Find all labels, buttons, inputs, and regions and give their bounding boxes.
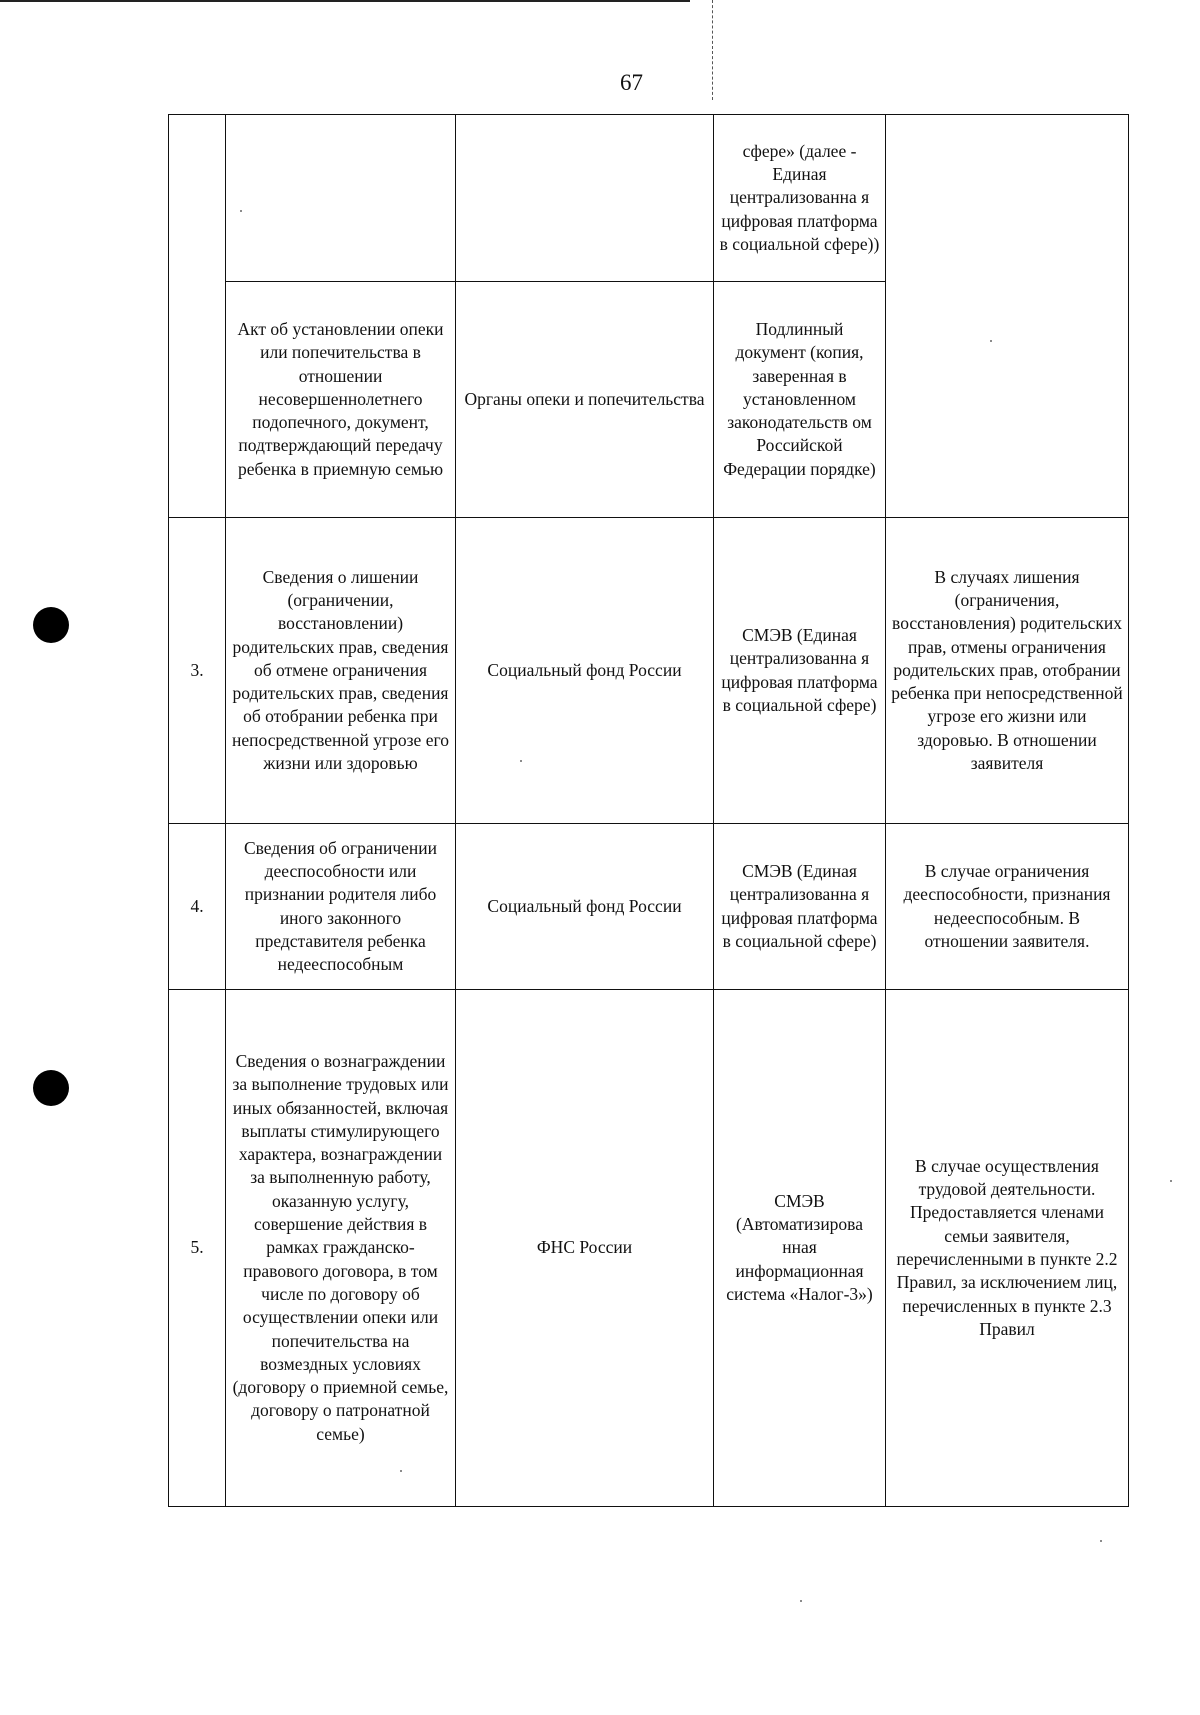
table-row <box>169 518 1129 824</box>
scan-fold-line <box>712 0 714 100</box>
source-cell: Социальный фонд России <box>456 518 714 824</box>
scan-speck <box>400 1470 402 1472</box>
table-row <box>169 115 1129 282</box>
row-number-cell: 4. <box>169 824 226 990</box>
method-cell: СМЭВ (Единая централизованна я цифровая платформа в социальной сфере) <box>714 518 886 824</box>
document-cell: Сведения о лишении (ограничении, восстановлении) родительских прав, сведения об отмене ограничения родительских прав, сведения об отобрании ребенка при непосредственной угрозе его жизни или здоровью <box>226 518 456 824</box>
method-cell: СМЭВ (Автоматизирова нная информационная система «Налог-3») <box>714 990 886 1507</box>
punch-hole-bottom <box>33 1070 69 1106</box>
scan-speck <box>800 1600 802 1602</box>
source-cell <box>456 115 714 282</box>
source-cell: ФНС России <box>456 990 714 1507</box>
scan-speck <box>990 340 992 342</box>
scan-speck <box>520 760 522 762</box>
page-number: 67 <box>620 70 643 95</box>
row-number-cell: 3. <box>169 518 226 824</box>
source-cell: Органы опеки и попечительства <box>456 282 714 518</box>
scan-speck <box>1100 1540 1102 1542</box>
notes-cell: В случае осуществления трудовой деятельности. Предоставляется членами семьи заявителя, перечисленными в пункте 2.2 Правил, за исключением лиц, перечисленных в пункте 2.3 Правил <box>886 990 1129 1507</box>
row-number-cell: 5. <box>169 990 226 1507</box>
document-cell: Сведения о вознаграждении за выполнение трудовых или иных обязанностей, включая выплаты стимулирующего характера, вознаграждении за выполненную работу, оказанную услугу, совершение действия в рамках гражданско-правового договора, в том числе по договору об осуществлении опеки или попечительства на возмездных условиях (договору о приемной семье, договору о патронатной семье) <box>226 990 456 1507</box>
notes-cell: В случае ограничения дееспособности, признания недееспособным. В отношении заявителя. <box>886 824 1129 990</box>
notes-cell <box>886 115 1129 518</box>
notes-cell: В случаях лишения (ограничения, восстановления) родительских прав, отмены ограничения родительских прав, отобрании ребенка при непосредственной угрозе его жизни или здоровью. В отношении заявителя <box>886 518 1129 824</box>
method-cell: СМЭВ (Единая централизованна я цифровая платформа в социальной сфере) <box>714 824 886 990</box>
row-number-cell <box>169 115 226 518</box>
document-cell <box>226 115 456 282</box>
method-cell: Подлинный документ (копия, заверенная в установленном законодательств ом Российской Федерации порядке) <box>714 282 886 518</box>
punch-hole-top <box>33 607 69 643</box>
table-row <box>169 824 1129 990</box>
documents-table <box>168 114 1129 1507</box>
source-cell: Социальный фонд России <box>456 824 714 990</box>
method-cell: сфере» (далее - Единая централизованна я цифровая платформа в социальной сфере)) <box>714 115 886 282</box>
table-row <box>169 990 1129 1507</box>
document-cell: Акт об установлении опеки или попечительства в отношении несовершеннолетнего подопечного, документ, подтверждающий передачу ребенка в приемную семью <box>226 282 456 518</box>
scan-speck <box>1170 1180 1172 1182</box>
document-cell: Сведения об ограничении дееспособности или признании родителя либо иного законного представителя ребенка недееспособным <box>226 824 456 990</box>
scan-edge-line <box>0 0 690 2</box>
scan-speck <box>240 210 242 212</box>
